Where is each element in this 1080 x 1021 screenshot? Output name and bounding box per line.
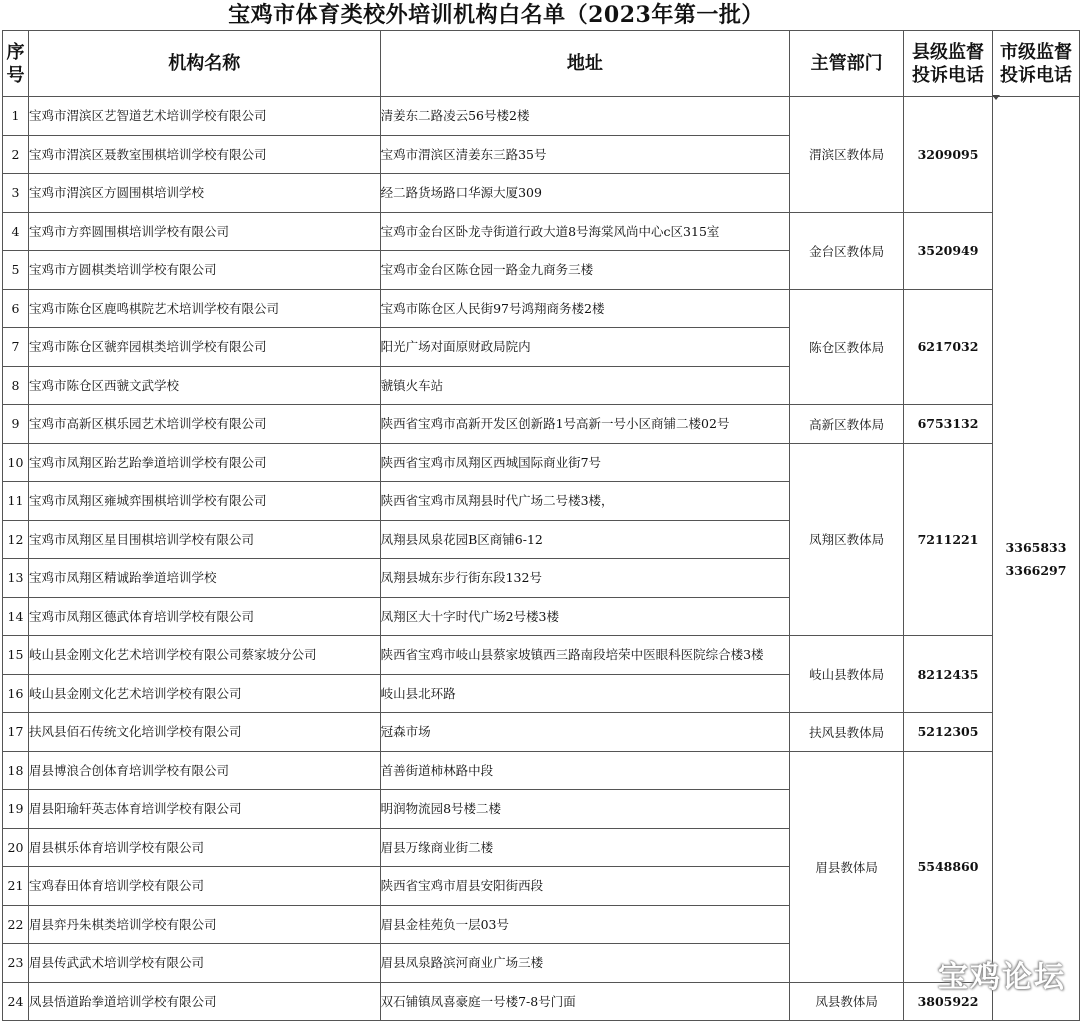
org-name: 宝鸡市凤翔区雍城弈围棋培训学校有限公司: [28, 482, 380, 521]
row-number: 14: [3, 597, 29, 636]
org-address: 陕西省宝鸡市岐山县蔡家坡镇西三路南段培荣中医眼科医院综合楼3楼: [380, 636, 790, 675]
org-name: 宝鸡市方弈圆围棋培训学校有限公司: [28, 212, 380, 251]
row-number: 3: [3, 174, 29, 213]
row-number: 24: [3, 982, 29, 1021]
org-name: 岐山县金刚文化艺术培训学校有限公司: [28, 674, 380, 713]
org-address: 冠森市场: [380, 713, 790, 752]
county-phone-cell: 7211221: [904, 443, 993, 636]
org-name: 宝鸡市陈仓区鹿鸣棋院艺术培训学校有限公司: [28, 289, 380, 328]
org-address: 岐山县北环路: [380, 674, 790, 713]
row-number: 1: [3, 97, 29, 136]
row-number: 7: [3, 328, 29, 367]
org-name: 宝鸡市凤翔区跆艺跆拳道培训学校有限公司: [28, 443, 380, 482]
org-name: 扶风县佰石传统文化培训学校有限公司: [28, 713, 380, 752]
org-name: 岐山县金刚文化艺术培训学校有限公司蔡家坡分公司: [28, 636, 380, 675]
county-phone-cell: 6217032: [904, 289, 993, 405]
department-cell: 岐山县教体局: [790, 636, 904, 713]
table-row: [3, 636, 1080, 675]
row-number: 4: [3, 212, 29, 251]
org-address: 陕西省宝鸡市眉县安阳街西段: [380, 867, 790, 906]
row-number: 21: [3, 867, 29, 906]
header-name: 机构名称: [28, 31, 380, 97]
page-title: 宝鸡市体育类校外培训机构白名单（2023年第一批）: [228, 2, 764, 28]
row-number: 23: [3, 944, 29, 983]
table-row: [3, 982, 1080, 1021]
table-row: [3, 713, 1080, 752]
table-row: [3, 751, 1080, 790]
whitelist-table: [2, 30, 1080, 1021]
county-phone-cell: 3520949: [904, 212, 993, 289]
row-number: 6: [3, 289, 29, 328]
org-name: 宝鸡市陈仓区西虢文武学校: [28, 366, 380, 405]
header-address: 地址: [380, 31, 790, 97]
county-phone-cell: 6753132: [904, 405, 993, 444]
county-phone-cell: 5212305: [904, 713, 993, 752]
dropdown-marker-icon: [992, 95, 1000, 100]
org-address: 眉县万缘商业街二楼: [380, 828, 790, 867]
org-name: 眉县阳瑜轩英志体育培训学校有限公司: [28, 790, 380, 829]
county-phone-cell: 8212435: [904, 636, 993, 713]
department-cell: 眉县教体局: [790, 751, 904, 982]
row-number: 15: [3, 636, 29, 675]
org-address: 虢镇火车站: [380, 366, 790, 405]
org-address: 宝鸡市渭滨区清姜东三路35号: [380, 135, 790, 174]
row-number: 13: [3, 559, 29, 598]
row-number: 10: [3, 443, 29, 482]
table-row: [3, 212, 1080, 251]
org-name: 凤县悟道跆拳道培训学校有限公司: [28, 982, 380, 1021]
row-number: 2: [3, 135, 29, 174]
org-address: 首善街道柿林路中段: [380, 751, 790, 790]
org-address: 陕西省宝鸡市高新开发区创新路1号高新一号小区商铺二楼02号: [380, 405, 790, 444]
header-department: 主管部门: [790, 31, 904, 97]
org-address: 眉县金桂苑负一层03号: [380, 905, 790, 944]
org-address: 宝鸡市金台区卧龙寺街道行政大道8号海棠风尚中心c区315室: [380, 212, 790, 251]
org-name: 宝鸡市渭滨区聂教室围棋培训学校有限公司: [28, 135, 380, 174]
row-number: 12: [3, 520, 29, 559]
county-phone-cell: 5548860: [904, 751, 993, 982]
row-number: 5: [3, 251, 29, 290]
row-number: 17: [3, 713, 29, 752]
department-cell: 凤县教体局: [790, 982, 904, 1021]
county-phone-cell: 3805922: [904, 982, 993, 1021]
row-number: 18: [3, 751, 29, 790]
row-number: 22: [3, 905, 29, 944]
org-address: 凤翔县凤泉花园B区商铺6-12: [380, 520, 790, 559]
org-address: 陕西省宝鸡市凤翔县时代广场二号楼3楼，: [380, 482, 790, 521]
table-row: [3, 443, 1080, 482]
org-name: 宝鸡市凤翔区德武体育培训学校有限公司: [28, 597, 380, 636]
row-number: 8: [3, 366, 29, 405]
city-phone-cell: 3365833 3366297: [993, 97, 1080, 1021]
table-header-row: [3, 31, 1080, 97]
header-county-phone: 县级监督投诉电话: [904, 31, 993, 97]
org-name: 宝鸡市凤翔区星目围棋培训学校有限公司: [28, 520, 380, 559]
org-name: 宝鸡市渭滨区艺智道艺术培训学校有限公司: [28, 97, 380, 136]
org-address: 阳光广场对面原财政局院内: [380, 328, 790, 367]
row-number: 11: [3, 482, 29, 521]
org-address: 明润物流园8号楼二楼: [380, 790, 790, 829]
org-name: 宝鸡市陈仓区虢弈园棋类培训学校有限公司: [28, 328, 380, 367]
org-name: 宝鸡市高新区棋乐园艺术培训学校有限公司: [28, 405, 380, 444]
row-number: 19: [3, 790, 29, 829]
table-row: [3, 405, 1080, 444]
org-name: 眉县传武武术培训学校有限公司: [28, 944, 380, 983]
row-number: 9: [3, 405, 29, 444]
department-cell: 渭滨区教体局: [790, 97, 904, 213]
org-name: 眉县弈丹朱棋类培训学校有限公司: [28, 905, 380, 944]
org-address: 宝鸡市金台区陈仓园一路金九商务三楼: [380, 251, 790, 290]
county-phone-cell: 3209095: [904, 97, 993, 213]
watermark: 宝鸡论坛: [938, 960, 1066, 995]
department-cell: 金台区教体局: [790, 212, 904, 289]
header-city-phone: 市级监督投诉电话: [993, 31, 1080, 97]
org-name: 眉县棋乐体育培训学校有限公司: [28, 828, 380, 867]
org-address: 凤翔区大十字时代广场2号楼3楼: [380, 597, 790, 636]
org-address: 宝鸡市陈仓区人民街97号鸿翔商务楼2楼: [380, 289, 790, 328]
department-cell: 扶风县教体局: [790, 713, 904, 752]
department-cell: 凤翔区教体局: [790, 443, 904, 636]
org-name: 眉县博浪合创体育培训学校有限公司: [28, 751, 380, 790]
department-cell: 高新区教体局: [790, 405, 904, 444]
row-number: 16: [3, 674, 29, 713]
row-number: 20: [3, 828, 29, 867]
org-name: 宝鸡市渭滨区方圆围棋培训学校: [28, 174, 380, 213]
org-name: 宝鸡市凤翔区精诚跆拳道培训学校: [28, 559, 380, 598]
org-name: 宝鸡市方圆棋类培训学校有限公司: [28, 251, 380, 290]
org-address: 清姜东二路凌云56号楼2楼: [380, 97, 790, 136]
table-row: [3, 97, 1080, 136]
org-name: 宝鸡春田体育培训学校有限公司: [28, 867, 380, 906]
org-address: 陕西省宝鸡市凤翔区西城国际商业街7号: [380, 443, 790, 482]
table-row: [3, 289, 1080, 328]
org-address: 双石铺镇凤喜豪庭一号楼7-8号门面: [380, 982, 790, 1021]
org-address: 经二路货场路口华源大厦309: [380, 174, 790, 213]
org-address: 眉县凤泉路滨河商业广场三楼: [380, 944, 790, 983]
department-cell: 陈仓区教体局: [790, 289, 904, 405]
org-address: 凤翔县城东步行街东段132号: [380, 559, 790, 598]
header-no: 序号: [3, 31, 29, 97]
